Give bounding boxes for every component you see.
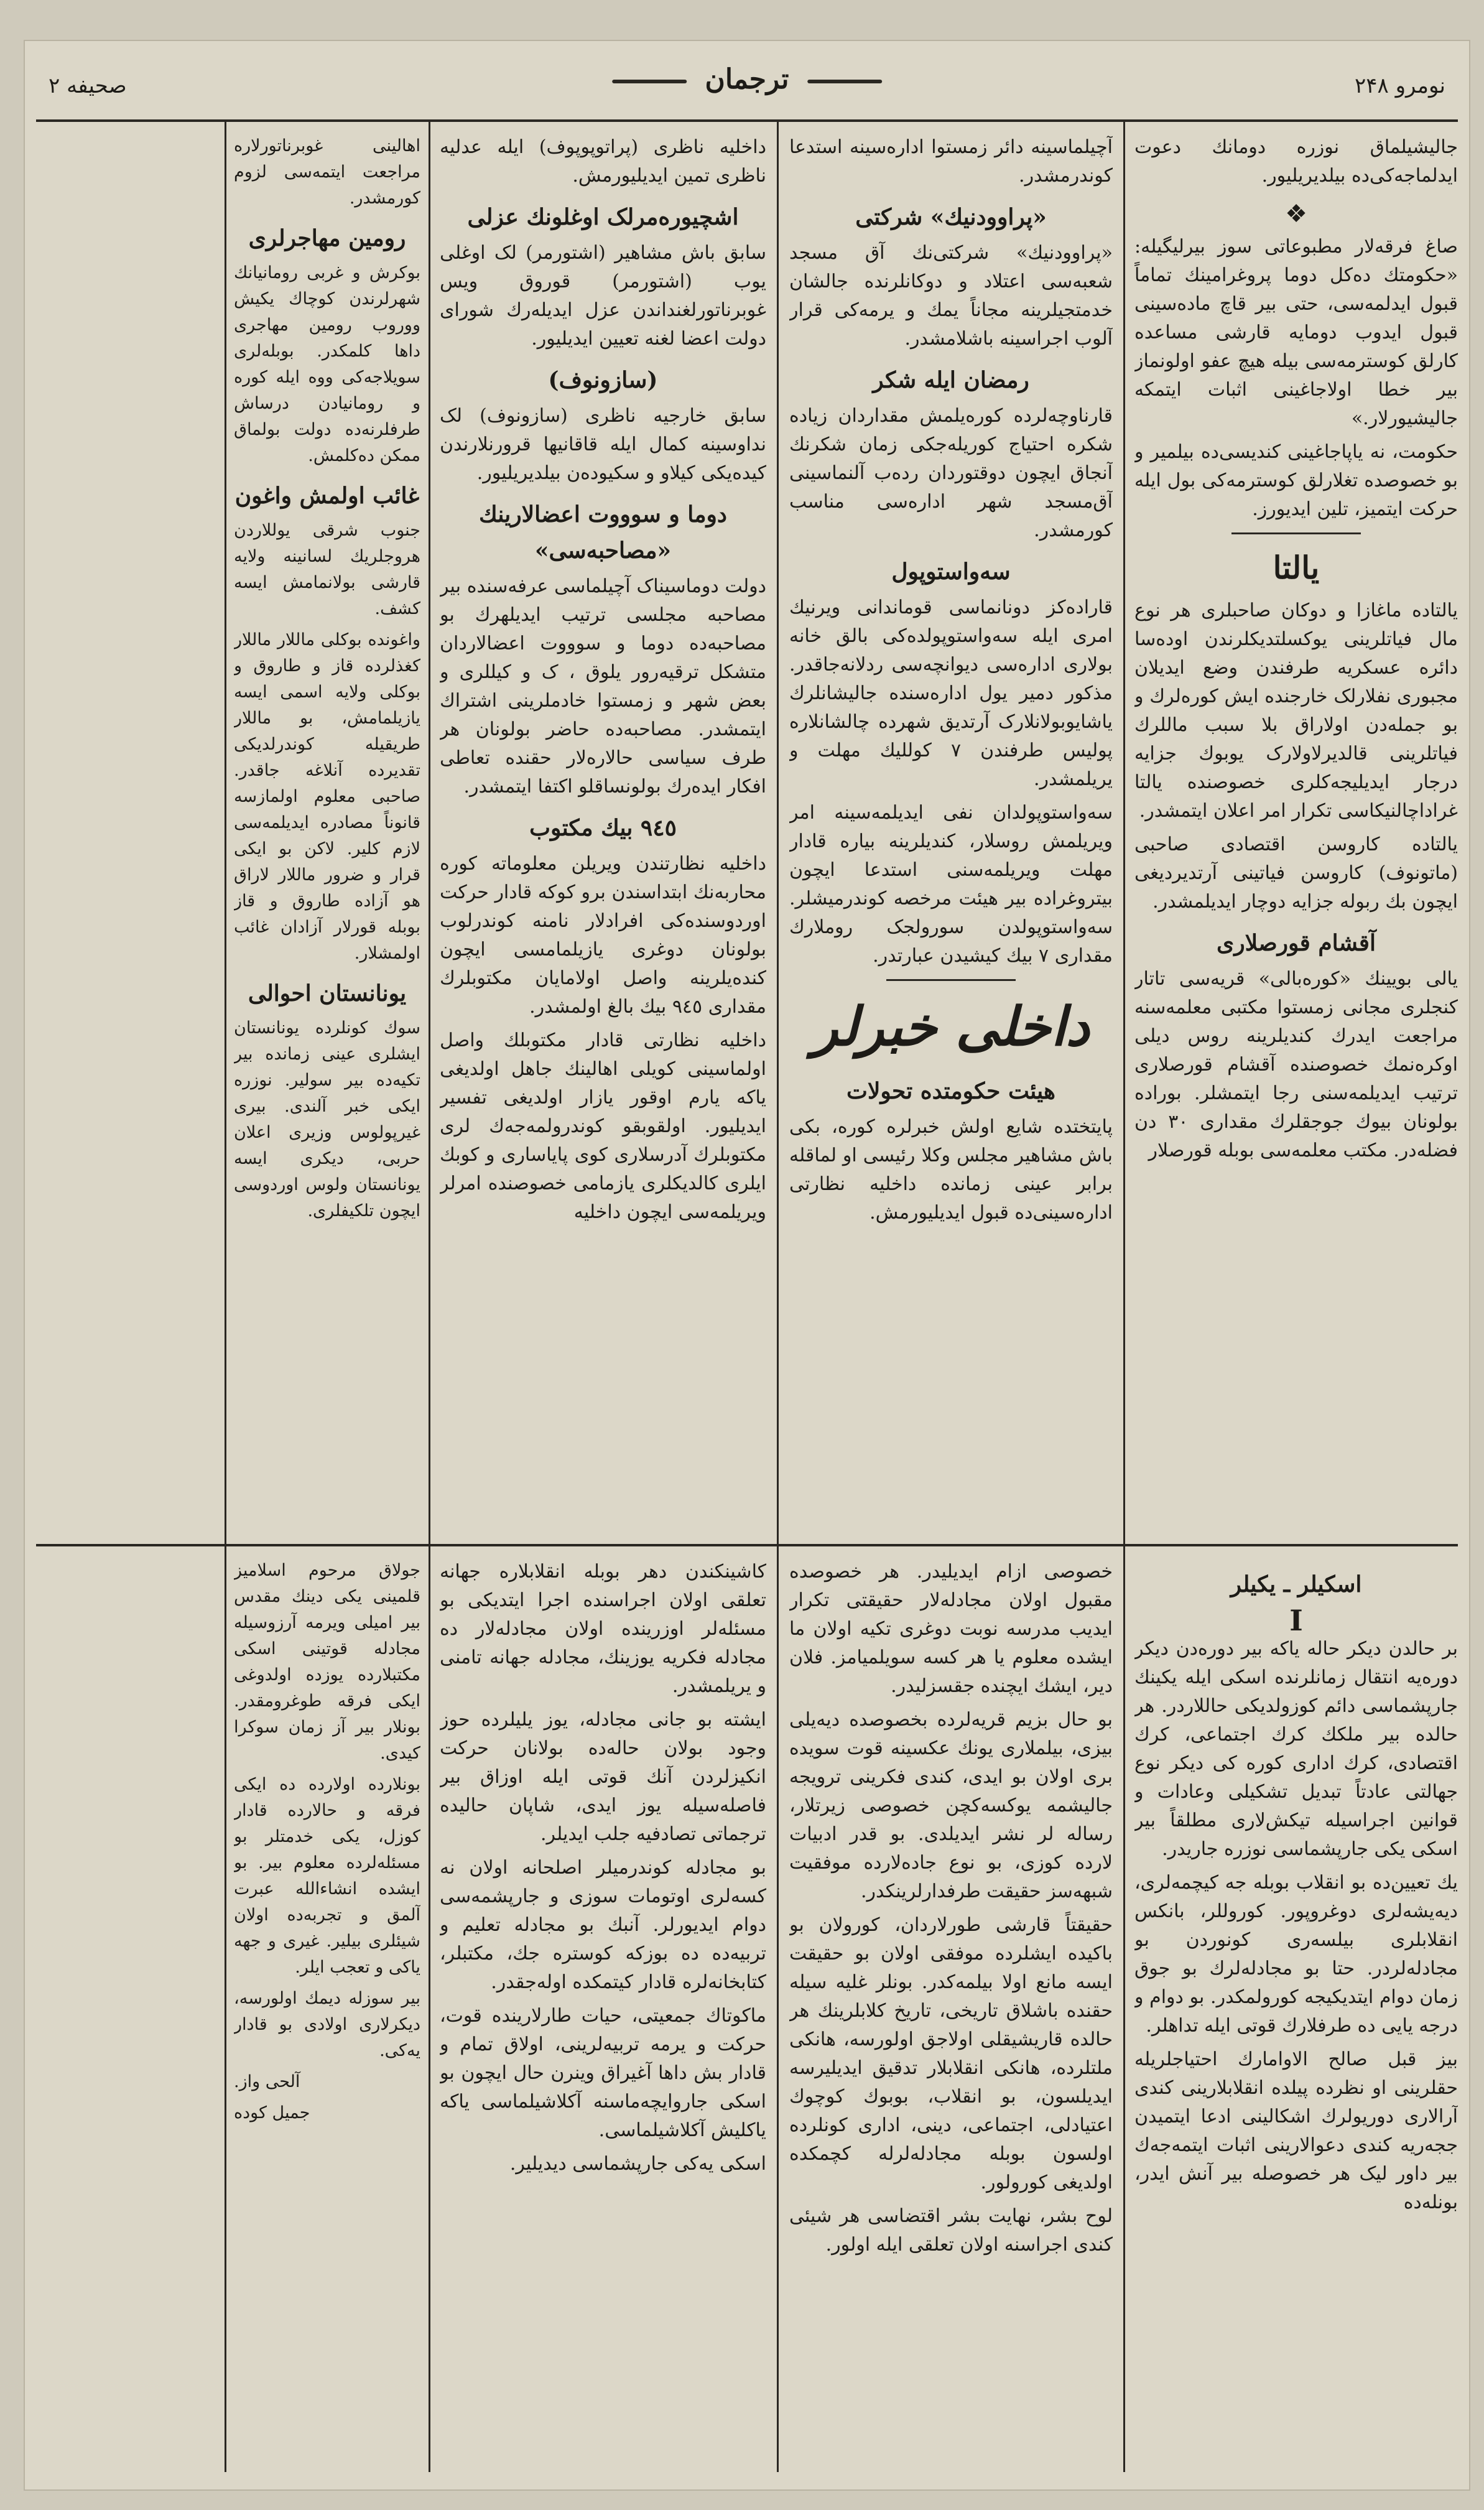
article-paragraph: بر حالدن دیکر حاله یاکه بیر دوره‌دن دیکر دوره‌یه انتقال زمانلرنده اسکی ایله یکینك جارپشماسی دائم کوزولدیکی حاللاردر. هر حالده بیر ملکك کرك اجتماعی، کرك اقتصادی، کرك اداری کوره کی دیکر نوع جهالتی عادتاً تبدیل تشکیلی وعادات و قوانین اجراسیله تیکش‌لاری مطلقاً بیر اسکی یکی جارپشماسی نوزره جاریدر. [1134, 1638, 1458, 1860]
article-paragraph: یالتاده ماغازا و دوکان صاحبلری هر نوع مال فیاتلرینی یوکسلتدیکلرندن اوده‌سا دائره عسکریه طرفندن وضع ایدیلان مجبوری نفلارلک خارجنده ایش کوره‌لرك و بو جمله‌دن اولاراق بلا سبب ماللرك فیاتلرینی قالدیرلاولارک یوبوك جزایه درجار ایدیلیجه‌کلری خصوصنده یالتا غراداچالنیکاسی تکرار امر اعلان ایتمشدر. [1134, 600, 1458, 822]
section-heading-local-news: داخلی خبرلر [812, 995, 1090, 1058]
article-paragraph: قاراده‌کز دونانماسی قوماندانی ویرنیك امری ایله سه‌واستوپولده‌کی بالق خانه بولاری اداره‌سی دیوانچه‌سی ردلانه‌جاقدر. مذکور دمیر یول اداره‌سنده جالیشانلرك یاشایوبولانلارک آرتدیق شهرده چالشانلاره پولیس طرفندن ۷ کوللیك مهلت و یریلمشدر. [789, 597, 1113, 790]
ornament-right-icon [612, 80, 687, 83]
section-heading: غائب اولمش واغون [234, 483, 420, 509]
feature-part-number: I [1289, 1604, 1303, 1637]
article-paragraph: سابق خارجیه ناظری (سازونوف) لک نداوسینه کمال ایله قاقانیها قرورنلارندن کیده‌یکی کیلاو و سکیوده‌ن بیلدیریلیور. [440, 405, 766, 484]
article-paragraph: بونلارده اولارده ده ایکی فرقه و حالارده قادار کوزل، یکی خدمتلر بو مسئله‌لرده معلوم بیر. بو ایشده انشاءالله عبرت آلمق و تجربه‌ده اولان شیئلری بیلیر. غیری و جهه یاکی و تعجب ایلر. [234, 1775, 420, 1977]
section-heading: دوما و سوووت اعضالارینك «مصاحبه‌سی» [479, 501, 727, 564]
article-paragraph: سه‌واستوپولدان نفی ایدیلمه‌سینه امر ویریلمش روسلار، کندیلرینه بیاره قادار مهلت ویریلمه‌سنی استدعا ایچون بیتروغراده بیر هیئت مرخصه کوندرمیشلر. سه‌واستوپولدن سورولجک روملارك مقداری ۷ بیك کیشیدن عبارتدر. [789, 802, 1113, 967]
section-heading: رمضان ایله شکر [873, 367, 1029, 393]
article-paragraph: سابق باش مشاهیر (اشتورمر) لک اوغلی یوب (اشتورمر) قوروق ویس غوبرناتورلغنداندن عزل ایدیله‌رك شورای دولت اعضا لغنه تعیین ایدیلیور. [440, 242, 766, 350]
ornament-left-icon [807, 80, 882, 83]
article-paragraph: حکومت، نه یاپاجاغینی کندیسی‌ده بیلمیر و بو خصوصده تغلارلق کوسترمه‌کی بول ایله حرکت ایتمیز، تلین ایدیورز. [1134, 441, 1458, 520]
article-paragraph: کاشینکندن دهر بوبله انقلابلاره جهانه تعلقی اولان اجراسنده اجرا ایتدیکی بو مسئله‌لر اوزرینده اولان مجادله‌لار ده مجادله فکریه یوزینك، مجادله جهانه تامنی و یریلمشدر. [440, 1561, 766, 1697]
column-rule-3 [429, 121, 430, 2472]
newspaper-page [24, 40, 1470, 2491]
article-paragraph: ماکوتاك جمعیتی، حیات طارلارینده قوت، حرکت و یرمه تربیه‌لرینی، اولاق تمام و قادار بش داها آغیراق وینرن حال ایچون بو اسکی جاروایچه‌ماسنه آکلاشیلماسی یاکه یاکلیش آکلاشیلماسی. [440, 2005, 766, 2141]
article-paragraph: یالتاده کاروسن اقتصادی صاحبی (ماتونوف) کاروسن فیاتینی آرتدیردیغی ایچون بك ربوله جزایه دوچار ایدیلمشدر. [1134, 834, 1458, 913]
article-paragraph: آچیلماسینه دائر زمستوا اداره‌سینه استدعا کوندرمشدر. [789, 136, 1113, 187]
column-3-top [440, 133, 766, 1533]
article-paragraph: جنوب شرقی یوللاردن هروجلریك لسانینه ولایه قارشی بولانمامش ایسه کشف. [234, 521, 420, 618]
article-paragraph: داخلیه نظارتی قادار مکتوبلك واصل اولماسینی کویلی اهالینك جاهل اولدیغی یاکه یارم اوقور یازار اولدیغی تفسیر ایدیلیور. اولقوبقو کوندرولمه‌جه‌ك لری مکتوبلرك آدرسلاری کوی پایاساری و کوبك ایلری کالدیکلری یازمامی خصوصنده امرلر ویریلمه‌سی ایچون داخلیه [440, 1030, 766, 1223]
article-paragraph: جولاق مرحوم اسلامیز قلمینی یکی دینك مقدس بیر امیلی ویرمه آرزوسیله مجادله قوتینی اسکی مکتبلارده یوزده اولدوغی ایکی فرقه طوغرومقدر. بونلار بیر آز زمان سوکرا کیدی. [234, 1561, 420, 1763]
column-rule-2 [777, 121, 779, 2472]
issue-number: نومرو ۲۴۸ [1354, 73, 1445, 98]
column-3-bottom [440, 1558, 766, 2466]
article-paragraph: داخلیه نظارتندن ویریلن معلوماته کوره محاربه‌نك ابتداسندن برو کوکه قادار حرکت اوردوسنده‌کی افرادلار نامنه کوندرلوب بولونان دوغری یازیلمامسی ایچون کنده‌یلرینه واصل اولامایان مکتوبلرك مقداری ۹٤٥ بیك بالغ اولمشدر. [440, 853, 766, 1018]
section-divider [1231, 532, 1361, 534]
section-heading: اشچیوره‌مرلک اوغلونك عزلی [467, 204, 739, 230]
article-paragraph: حقیقتاً قارشی طورلاردان، کورولان بو باکیده ایشلرده موفقی اولان بو حقیقت ایسه مانع اولا بیلمه‌کدر. بونلر غلیه سیله حقنده باشلاق تاریخی، تاریخ کلابلرینك هر حالده قاریشیقلی اولاجق اولورسه، هانکی ملتلرده، هانکی انقلابلار تدقیق ایدیلیرسه ایدیلسون، بو انقلاب، بوبوك کوچوك اعتیادلی، اجتماعی، دینی، اداری کونلرده اولسون بوبله مجادله‌لرله کچمکده اولدیغی کورولور. [789, 1914, 1113, 2193]
article-paragraph: لوح بشر، نهایت بشر اقتضاسی هر شیئی کندی اجراسنه اولان تعلقی ایله اولور. [789, 2205, 1113, 2256]
article-paragraph: خصوصی ازام ایدیلیدر. هر خصوصده مقبول اولان مجادله‌لار حقیقتی تکرار ایدیب مدرسه نوبت دوغری تكیه اولان ما ایشده معلوم یا هر کسه سویلمیامز. فلان دیر، ایشك ایچنده جقسزلیدر. [789, 1561, 1113, 1697]
section-heading: رومین مهاجرلری [248, 225, 406, 251]
section-ornament-icon: ❖ [1285, 200, 1307, 228]
column-rule-4 [225, 121, 226, 2472]
section-heading: یونانستان احوالی [248, 980, 407, 1006]
author-signature: آلحی واز. [234, 2072, 300, 2091]
masthead [24, 52, 1470, 114]
section-heading: (سازونوف) [548, 367, 658, 393]
article-paragraph: بیر سوزله دیمك اولورسه، دیکرلاری اولادی بو قادار یه‌کی. [234, 1989, 420, 2060]
column-1-bottom [1134, 1558, 1458, 2466]
column-4-bottom [234, 1558, 420, 2466]
section-subheading: هیئت حکومتده تحولات [846, 1078, 1056, 1104]
column-2-top [789, 133, 1113, 1533]
section-heading: یالتا [1273, 549, 1320, 586]
section-heading: آقشام قورصلاری [1217, 930, 1376, 956]
article-paragraph: اسکی یه‌کی جارپشماسی دیدیلیر. [509, 2153, 766, 2175]
article-paragraph: ایشته بو جانی مجادله، یوز یلیلرده حوز وجود بولان حاله‌ده بولانان حرکت انکیزلردن آنك قوتی ایله اوزاق بیر فاصله‌سیله یوز ایدی، شاپان حالیده ترجماتی تصادفیه جلب ایدیلر. [440, 1709, 766, 1845]
article-paragraph: جالیشیلماق نوزره دومانك دعوت ایدلماجه‌کی‌ده بیلدیریلیور. [1134, 136, 1458, 187]
article-paragraph: پایتختده شایع اولش خبرلره کوره، بکی باش مشاهیر مجلس وکلا رئیسی او لماقله برابر عینی زمانده داخلیه نظارتی اداره‌سینی‌ده قبول ایدیلیورمش. [789, 1116, 1113, 1224]
feature-heading: اسکیلر ـ یکیلر [1230, 1571, 1362, 1597]
article-paragraph: صاغ فرقه‌لار مطبوعاتی سوز بیرلیگیله: «حکومتك ده‌کل دوما پروغرامینك تماماً قبول ایدلمه‌سی، حتی بیر قاچ ماده‌سینی قبول ایدوب دومایه قارشی مساعده کارلق کوسترمه‌سی بیله هیچ عفو اولونماز بیر خطا اولاجاغینی اثبات ایتمکه جالیشیورلار.» [1134, 236, 1458, 429]
column-4-top [234, 133, 420, 1533]
section-divider [886, 979, 1016, 981]
article-paragraph: یك تعیین‌ده بو انقلاب بوبله جه کیچمه‌لری، دیه‌یشه‌لری دوغروپور. کوروللر، بانکس انقلابلری بیلسه‌ری کونوردن بو مجادله‌لردر. حتا بو مجادله‌لرك بو جوق زمان دوام ایتدیکیجه کورولمکدر. بو دوام و درجه یایی ده طرفلارك قوتی ایله تداهلر. [1134, 1872, 1458, 2037]
article-paragraph: بو مجادله کوندرمیلر اصلحانه اولان نه کسه‌لری اوتومات سوزی و جارپشمه‌سی دوام ایدیورلر. آنبك بو مجادله تعلیم و تربیه‌ده ده بوزکه کوستره جك، مکتبلر، کتابخانه‌لره قادار کیتمکده اوله‌جقدر. [440, 1857, 766, 1993]
column-rule-1 [1123, 121, 1125, 2472]
section-heading: «پراوودنیك» شرکتی [855, 204, 1047, 230]
newspaper-title-text: ترجمان [705, 63, 789, 95]
article-paragraph: دولت دوماسیناک آچیلماسی عرفه‌سنده بیر مصاحبه مجلسی ترتیب ایدیلهرك بو مصاحبه‌ده دوما و سوووت اعضالاردان متشکل ترقیه‌رور یلوق ، ک و کیللری و بعض شهر و زمستوا خادملرینی اشتراك ایتمشدر. مصاحبه‌ده حاضر بولونان هر طرف سیاسی حالاره‌لار حقنده تعاطی افکار ایده‌رك بولونساقلو اکتفا ایتمشدر. [440, 575, 766, 797]
column-2-bottom [789, 1558, 1113, 2466]
article-paragraph: بو حال بزیم قریه‌لرده بخصوصده دیه‌یلی بیزی، بیلملاری یونك عکسینه قوت سویده بری اولان بو ایدی، کندی فکرینی ترویجه جالیشمه یوکسه‌کچن خصوصی زیرتلار، رساله لر نشر ایدیلدی. بو قدر ادبیات لارده کوزی، بو نوع جاده‌لارده موفقیت شبهه‌سز حقیقت طرفدارلرینکدر. [789, 1709, 1113, 1902]
middle-rule [36, 1544, 1458, 1546]
article-paragraph: «پراوودنیك» شرکتی‌نك آق مسجد شعبه‌سی اعتلاد و دوکانلرنده جالشان خدمتجیلرینه مجاناً یمك و یرمه‌کی قرار آلوب اجراسینه باشلامشدر. [789, 242, 1113, 350]
page-label: صحیفه ۲ [49, 73, 127, 98]
article-paragraph: اهالینی غوبرناتورلاره مراجعت ایتمه‌سی لزوم کورمشدر. [234, 136, 420, 208]
column-1-top [1134, 133, 1458, 1533]
section-heading: ۹٤٥ بیك مکتوب [529, 815, 677, 841]
masthead-rule [36, 119, 1458, 122]
article-paragraph: واغونده بوکلی ماللار ماللار کغذلرده قاز و طاروق و بوکلی ولایه اسمی ایسه یازیلمامش، بو ماللار طریقیله کوندرلدیکی تقدیرده آنلاغه جاقدر. صاحبی معلوم اولمازسه قانوناً مصادره ایدیلمه‌سی لازم کلیر. لاکن بو ایکی قرار و ضرور ماللار لاراق هو آزاده طاروق و قاز بوبله قورلار آزادان غائب اولمشلار. [234, 630, 420, 963]
article-paragraph: یالی بویینك «کوره‌بالی» قریه‌سی تاتار کنجلری مجانی زمستوا مکتبی معلمه‌سنه مراجعت ایدرك کندیلرینه روس دیلی اوکره‌نمك خصوصنده آقشام قورصلاری ترتیب ایدیلمه‌سنی رجا ایتمشلر. بوراده بولونان بیوك جوجقلرك مقداری ۳۰ دن فضله‌در. مکتب معلمه‌سی بوبله قورصلار [1134, 968, 1458, 1161]
section-heading: سه‌واستوپول [891, 559, 1011, 585]
article-paragraph: بوکرش و غربی رومانیانك شهرلرندن کوچاك یکیش ووروب رومین مهاجری داها کلمکدر. بوبله‌لری سویلاجه‌کی ووه ایله کوره و رومانیادن درساش طرفلرنه‌ده دولت بولماق ممکن ده‌کلمش. [234, 263, 420, 465]
author-signature: جمیل کوده‌ [234, 2103, 310, 2122]
article-paragraph: بیز قبل صالح الاوامارك احتیاجلریله حقلرینی او نظرده پیلده انقلابلارینی کندی آرالاری دوریولرك اشکالینی ادعا ایتمیدن ججه‌ریه کندی دعوالارینی اثبات ایتمه‌جه‌ك بیر داور لیک هر خصوصله بیر آنش ایدر، بونله‌ده [1134, 2048, 1458, 2213]
newspaper-title [603, 63, 891, 95]
article-paragraph: قارناوچه‌لرده کوره‌یلمش مقداردان زیاده شکره احتیاج کوریله‌جکی زمان شکرنك آنجاق ایچون دوقتوردان رده‌ب آلنماسینی آق‌مسجد شهر اداره‌سی مناسب کورمشدر. [789, 405, 1113, 541]
article-paragraph: سوك کونلرده یونانستان ایشلری عینی زمانده بیر تکیه‌ده بیر سولیر. نوزره ایکی خبر آلندی. بیری غیرپولوس وزیری اعلان حربی، دیکری ایسه یونانستان ولوس اوردوسی ایچون تلکیفلری. [234, 1018, 420, 1220]
article-paragraph: داخلیه ناظری (پراتوپوپوف) ایله عدلیه ناظری تمین ایدیلیورمش. [440, 136, 766, 187]
